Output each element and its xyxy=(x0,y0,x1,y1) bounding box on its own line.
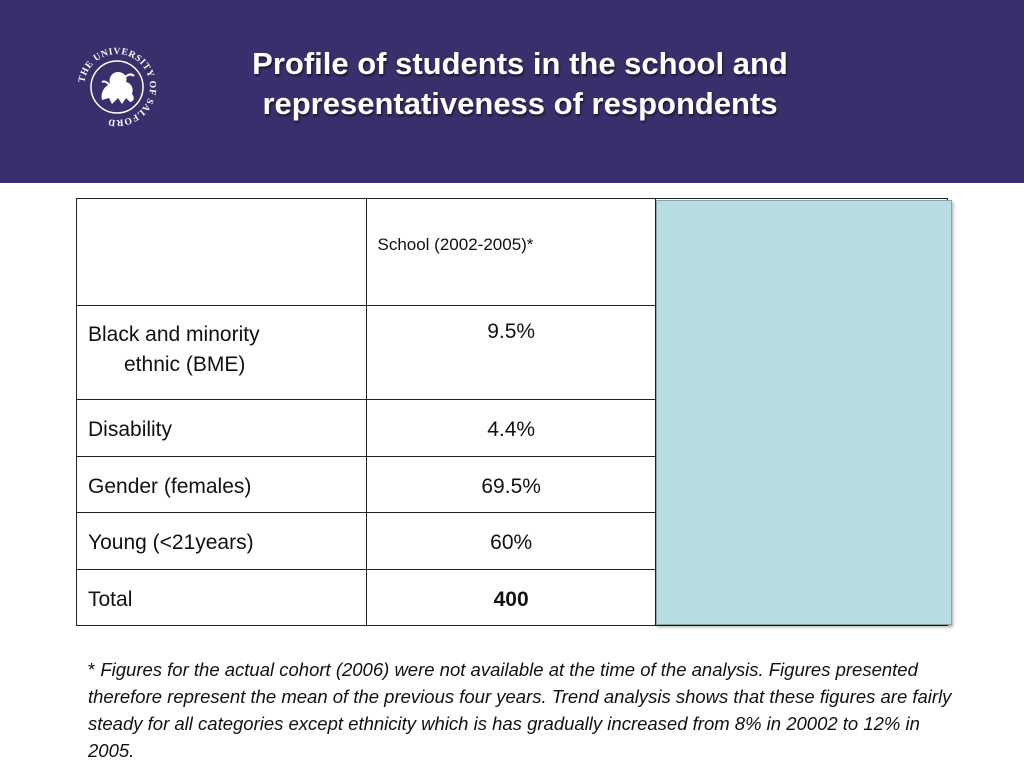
footnote xyxy=(88,656,968,764)
row-label-bme-line1: Black and minority xyxy=(88,322,260,346)
footnote-text: Figures for the actual cohort (2006) were not available at the time of the analysis. Figures presented therefore represent the mean of the previous four years. Trend analysis shows that these figures are fairly steady for all categories except ethnicity which is has gradually increased from 8% in 20002 to 12% in 2005. xyxy=(88,659,952,761)
row-label-young: Young (<21years) xyxy=(77,513,367,569)
covering-box xyxy=(656,200,952,625)
row-label-disability: Disability xyxy=(77,400,367,456)
row-label-bme-line2: ethnic (BME) xyxy=(124,352,246,376)
header-empty-cell xyxy=(77,199,367,306)
row-value-disability: 4.4% xyxy=(367,400,655,456)
slide-title-line1: Profile of students in the school and xyxy=(252,46,788,81)
column-header-school xyxy=(367,199,655,306)
row-label-total: Total xyxy=(77,569,367,625)
row-value-gender: 69.5% xyxy=(367,456,655,512)
slide-header xyxy=(0,0,1024,183)
slide-title xyxy=(170,44,870,124)
row-value-young: 60% xyxy=(367,513,655,569)
row-value-total: 400 xyxy=(367,569,655,625)
column-header-school-label: School (2002-2005)* xyxy=(377,235,534,254)
row-value-bme: 9.5% xyxy=(367,305,655,400)
svg-text:THE UNIVERSITY OF SALFORD: THE UNIVERSITY OF SALFORD xyxy=(77,46,158,128)
row-label-bme xyxy=(77,305,367,400)
footnote-marker: * xyxy=(88,659,96,680)
row-label-gender: Gender (females) xyxy=(77,456,367,512)
slide-title-line2: representativeness of respondents xyxy=(262,86,778,121)
university-crest-icon xyxy=(72,42,162,132)
